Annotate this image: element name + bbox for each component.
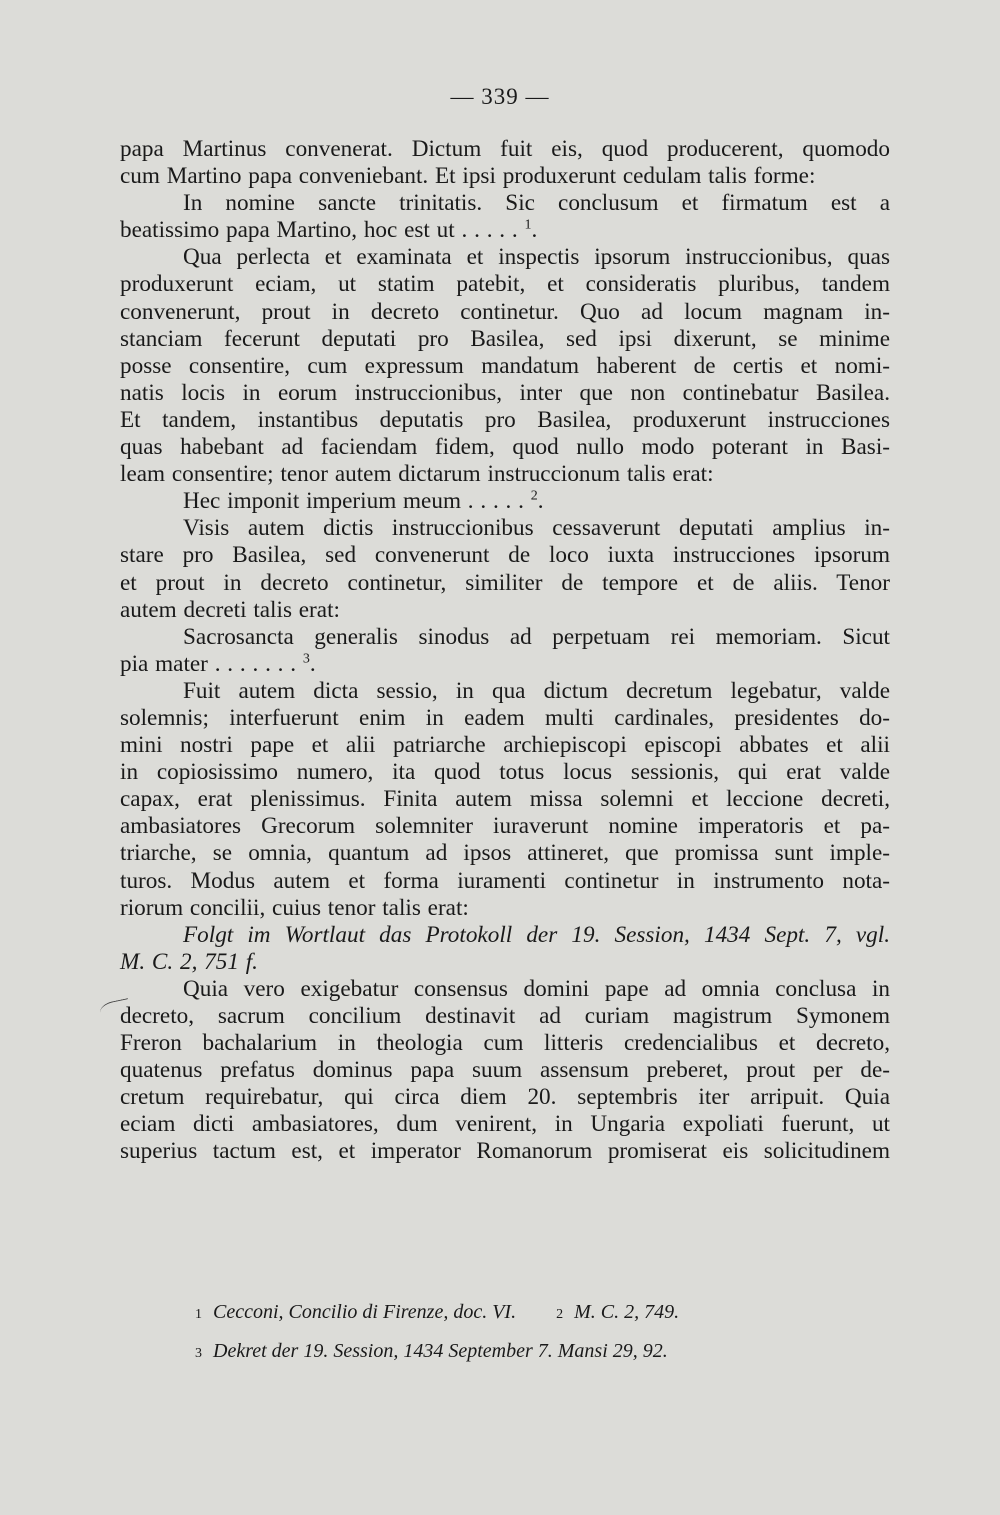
footnote-number: 1	[195, 1307, 202, 1322]
text-line	[120, 488, 890, 515]
text-line-content: superius tactum est, et imperator Romanorum promiserat eis solicitudinem	[120, 1138, 890, 1165]
text-line-content: mini nostri pape et alii patriarche archiepiscopi episcopi abbates et alii	[120, 732, 890, 759]
footnote-row	[195, 1333, 835, 1372]
text-line-content: Sacrosancta generalis sinodus ad perpetuam rei memoriam. Sicut	[183, 623, 890, 650]
text-line	[120, 597, 890, 624]
text-line	[120, 515, 890, 542]
footnote-text: Dekret der 19. Session, 1434 September 7. Mansi 29, 92.	[213, 1340, 668, 1362]
text-line-content: triarche, se omnia, quantum ad ipsos attineret, que promissa sunt imple-	[120, 840, 890, 867]
text-line	[120, 434, 890, 461]
text-line-content: natis locis in eorum instruccionibus, inter que non continebatur Basilea.	[120, 379, 890, 406]
text-line	[120, 786, 890, 813]
text-line	[120, 976, 890, 1003]
text-line-content: produxerunt eciam, ut statim patebit, et consideratis pluribus, tandem	[120, 271, 890, 298]
text-line-content: papa Martinus convenerat. Dictum fuit eis, quod producerent, quomodo	[120, 136, 890, 162]
footnote-ref: 1	[524, 217, 532, 233]
text-line	[120, 840, 890, 867]
text-line	[120, 326, 890, 353]
text-line	[120, 624, 890, 651]
text-line-content: et prout in decreto continetur, similiter de tempore et de aliis. Tenor	[120, 569, 890, 596]
text-line	[120, 868, 890, 895]
text-line-content: convenerunt, prout in decreto continetur. Quo ad locum magnam in-	[120, 298, 890, 325]
text-line	[120, 922, 890, 949]
text-line	[120, 1003, 890, 1030]
text-line	[120, 271, 890, 298]
text-line-content: Folgt im Wortlaut das Protokoll der 19. Session, 1434 Sept. 7, vgl.	[183, 921, 890, 948]
text-line-content: beatissimo papa Martino, hoc est ut . . . . .	[120, 217, 525, 244]
text-line	[120, 570, 890, 597]
text-line-content: quatenus prefatus dominus papa suum assensum preberet, prout per de-	[120, 1057, 890, 1084]
text-line	[120, 380, 890, 407]
text-line-content: stanciam fecerunt deputati pro Basilea, sed ipsi dixerunt, se minime	[120, 325, 890, 352]
text-line	[120, 217, 890, 244]
text-line-content: Hec imponit imperium meum . . . . .	[183, 488, 531, 515]
text-line	[120, 163, 890, 190]
text-line	[120, 759, 890, 786]
footnotes	[195, 1294, 835, 1372]
text-line-content: quas habebant ad faciendam fidem, quod nullo modo poterant in Basi-	[120, 434, 890, 461]
footnote-text: Cecconi, Concilio di Firenze, doc. VI.	[213, 1301, 517, 1323]
footnote-number: 3	[195, 1346, 202, 1361]
text-line	[120, 949, 890, 976]
text-line	[120, 542, 890, 569]
page-number: — 339 —	[450, 84, 550, 109]
line-tail: .	[537, 488, 544, 515]
text-line	[120, 407, 890, 434]
text-line-content: pia mater . . . . . . .	[120, 650, 303, 677]
text-line	[120, 1030, 890, 1057]
text-line-content: in copiosissimo numero, ita quod totus locus sessionis, qui erat valde	[120, 759, 890, 786]
text-line-content: stare pro Basilea, sed convenerunt de loco iuxta instrucciones ipsorum	[120, 542, 890, 569]
text-line-content: turos. Modus autem et forma iuramenti continetur in instrumento nota-	[120, 867, 890, 894]
text-line-content: posse consentire, cum expressum mandatum haberent de certis et nomi-	[120, 352, 890, 379]
text-line	[120, 461, 890, 488]
footnote-ref: 3	[302, 651, 310, 667]
text-line	[120, 705, 890, 732]
text-line	[120, 678, 890, 705]
text-line	[120, 190, 890, 217]
text-line	[120, 895, 890, 922]
body-text	[120, 136, 890, 1166]
text-line	[120, 1111, 890, 1138]
text-line	[120, 353, 890, 380]
line-tail: .	[309, 650, 316, 677]
text-line	[120, 299, 890, 326]
text-line-content: autem decreti talis erat:	[120, 596, 340, 623]
text-line	[120, 1057, 890, 1084]
footnote-number: 2	[556, 1307, 564, 1322]
text-line-content: M. C. 2, 751 f.	[120, 948, 258, 975]
footnote-ref: 2	[530, 488, 538, 504]
text-line	[120, 1138, 890, 1165]
text-line-content: cum Martino papa conveniebant. Et ipsi produxerunt cedulam talis forme:	[120, 163, 816, 190]
text-line-content: Fuit autem dicta sessio, in qua dictum decretum legebatur, valde	[183, 677, 890, 704]
text-line	[120, 136, 890, 163]
line-tail: .	[531, 217, 538, 244]
text-line-content: Et tandem, instantibus deputatis pro Basilea, produxerunt instrucciones	[120, 406, 890, 433]
text-line-content: leam consentire; tenor autem dictarum instruccionum talis erat:	[120, 461, 714, 488]
text-line-content: Visis autem dictis instruccionibus cessaverunt deputati amplius in-	[183, 515, 890, 542]
text-line-content: Qua perlecta et examinata et inspectis ipsorum instruccionibus, quas	[183, 244, 890, 271]
text-line	[120, 651, 890, 678]
text-line	[120, 732, 890, 759]
text-line	[120, 1084, 890, 1111]
text-line	[120, 813, 890, 840]
text-line-content: solemnis; interfuerunt enim in eadem multi cardinales, presidentes do-	[120, 704, 890, 731]
text-line-content: capax, erat plenissimus. Finita autem missa solemni et leccione decreti,	[120, 786, 890, 813]
text-line-content: riorum concilii, cuius tenor talis erat:	[120, 894, 469, 921]
text-line-content: Freron bachalarium in theologia cum litteris credencialibus et decreto,	[120, 1030, 890, 1057]
text-line-content: cretum requirebatur, qui circa diem 20. septembris iter arripuit. Quia	[120, 1084, 890, 1111]
text-line-content: In nomine sancte trinitatis. Sic conclusum et firmatum est a	[183, 190, 890, 217]
text-line-content: Quia vero exigebatur consensus domini pape ad omnia conclusa in	[183, 975, 890, 1002]
text-line-content: eciam dicti ambasiatores, dum venirent, in Ungaria expoliati fuerunt, ut	[120, 1111, 890, 1138]
text-line	[120, 244, 890, 271]
footnote-row	[195, 1294, 835, 1333]
footnote-text: M. C. 2, 749.	[574, 1301, 680, 1323]
text-line-content: decreto, sacrum concilium destinavit ad curiam magistrum Symonem	[120, 1003, 890, 1029]
text-line-content: ambasiatores Grecorum solemniter iuraverunt nomine imperatoris et pa-	[120, 813, 890, 840]
